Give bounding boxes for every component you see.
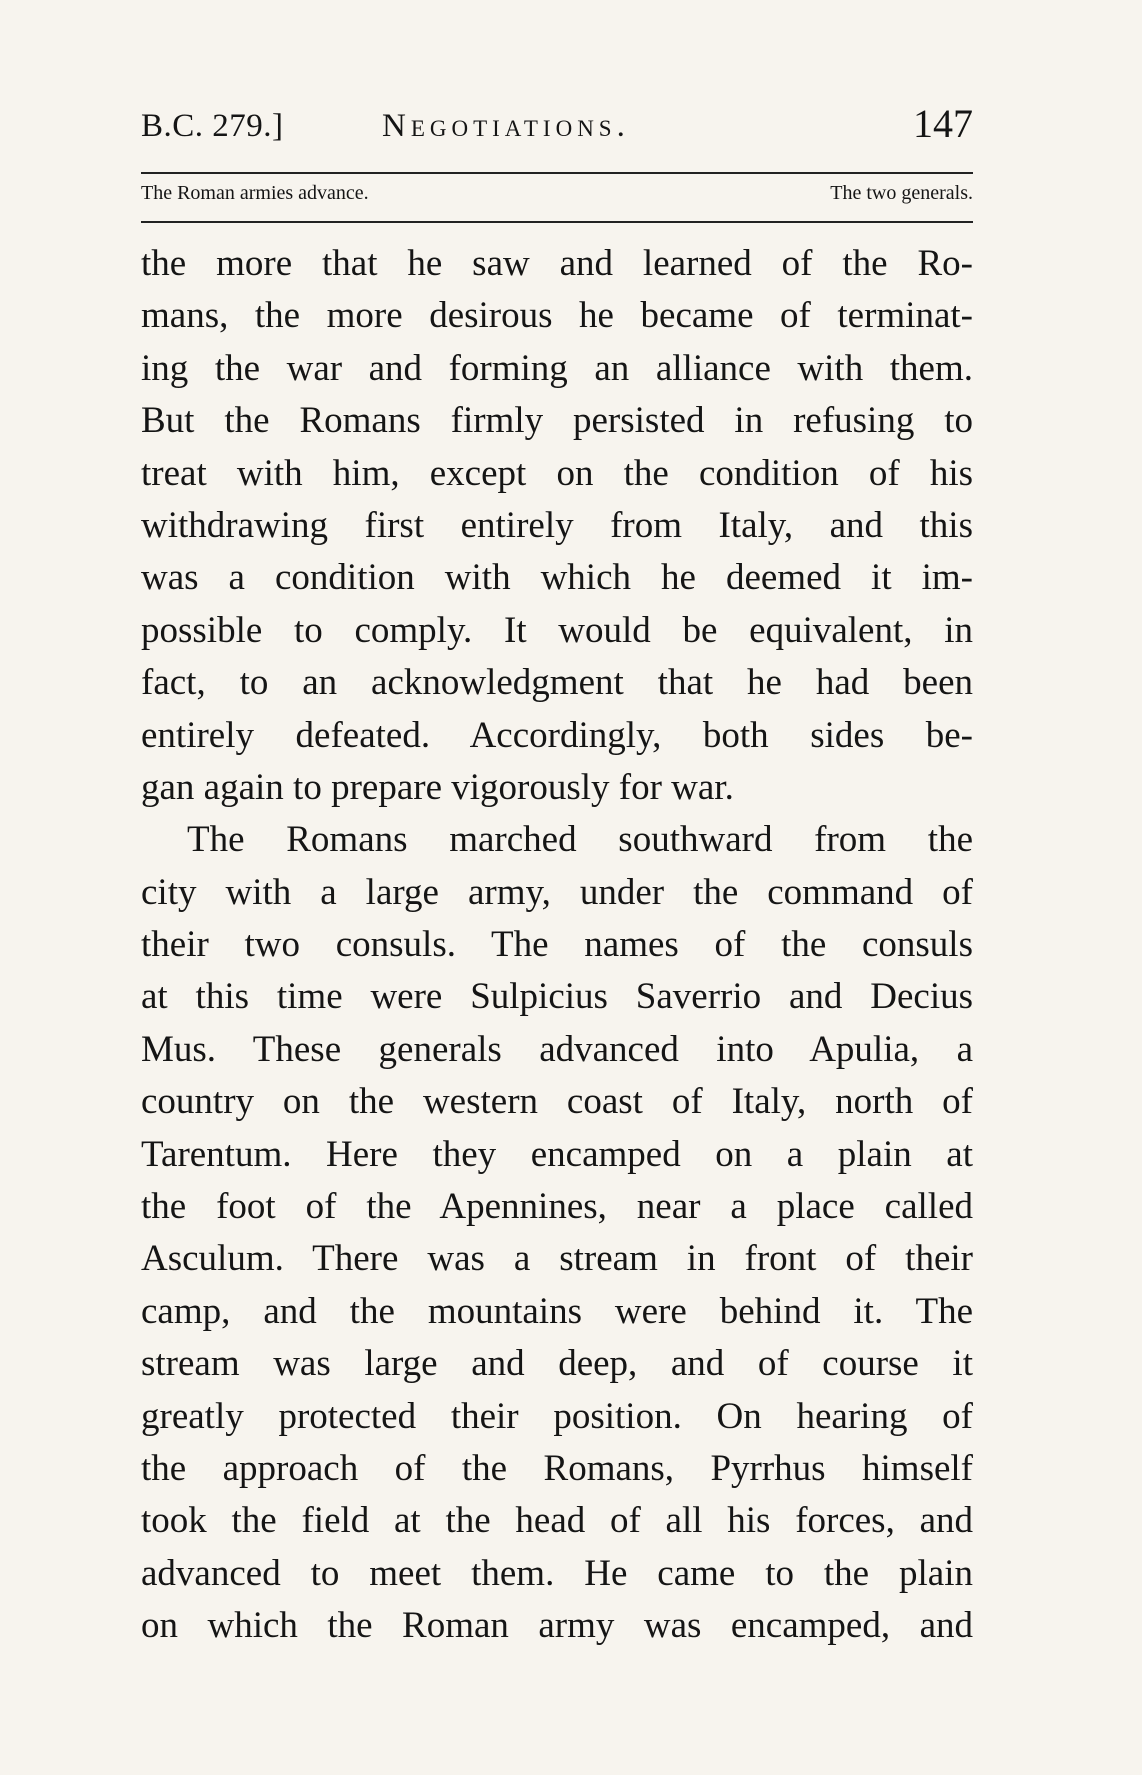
text-line: Tarentum. Here they encamped on a plain at: [141, 1133, 973, 1175]
text-line: camp, and the mountains were behind it. The: [141, 1290, 973, 1332]
text-line: greatly protected their position. On hearing of: [141, 1395, 973, 1437]
running-head: [141, 100, 973, 156]
text-line: country on the western coast of Italy, north of: [141, 1081, 973, 1123]
text-line: possible to comply. It would be equivalent, in: [141, 609, 973, 651]
body-text: [141, 238, 973, 1653]
text-line: Asculum. There was a stream in front of their: [141, 1238, 973, 1280]
text-line: mans, the more desirous he became of terminat-: [141, 295, 973, 337]
text-line: stream was large and deep, and of course it: [141, 1343, 973, 1385]
text-line: ing the war and forming an alliance with them.: [141, 347, 973, 389]
side-note-left: The Roman armies advance.: [141, 182, 369, 204]
text-line: city with a large army, under the command of: [141, 871, 973, 913]
text-line: the more that he saw and learned of the Ro-: [141, 243, 973, 284]
text-line: Mus. These generals advanced into Apulia, a: [141, 1028, 973, 1070]
text-line: fact, to an acknowledgment that he had been: [141, 662, 973, 704]
text-line: But the Romans firmly persisted in refusing to: [141, 400, 973, 442]
header-rule: [141, 172, 973, 174]
text-line: at this time were Sulpicius Saverrio and Decius: [141, 976, 973, 1018]
text-line: withdrawing first entirely from Italy, and this: [141, 504, 973, 546]
page-number: 147: [913, 101, 973, 146]
text-line: on which the Roman army was encamped, and: [141, 1605, 973, 1647]
text-line: took the field at the head of all his forces, and: [141, 1500, 973, 1542]
text-line: treat with him, except on the condition of his: [141, 452, 973, 494]
text-line: their two consuls. The names of the consuls: [141, 924, 973, 966]
paragraph-1: [141, 238, 973, 814]
running-head-title: Negotiations.: [382, 108, 630, 144]
text-line: advanced to meet them. He came to the plain: [141, 1552, 973, 1594]
running-head-date: B.C. 279.]: [141, 108, 284, 144]
side-note-right: The two generals.: [830, 182, 973, 204]
text-line: gan again to prepare vigorously for war.: [141, 766, 734, 808]
side-note-rule: [141, 221, 973, 223]
text-line: entirely defeated. Accordingly, both sides be-: [141, 714, 973, 756]
text-line: The Romans marched southward from the: [187, 819, 973, 861]
paragraph-2: [141, 814, 973, 1652]
text-line: was a condition with which he deemed it im-: [141, 557, 973, 599]
text-line: the approach of the Romans, Pyrrhus himself: [141, 1447, 973, 1489]
text-line: the foot of the Apennines, near a place called: [141, 1186, 973, 1228]
